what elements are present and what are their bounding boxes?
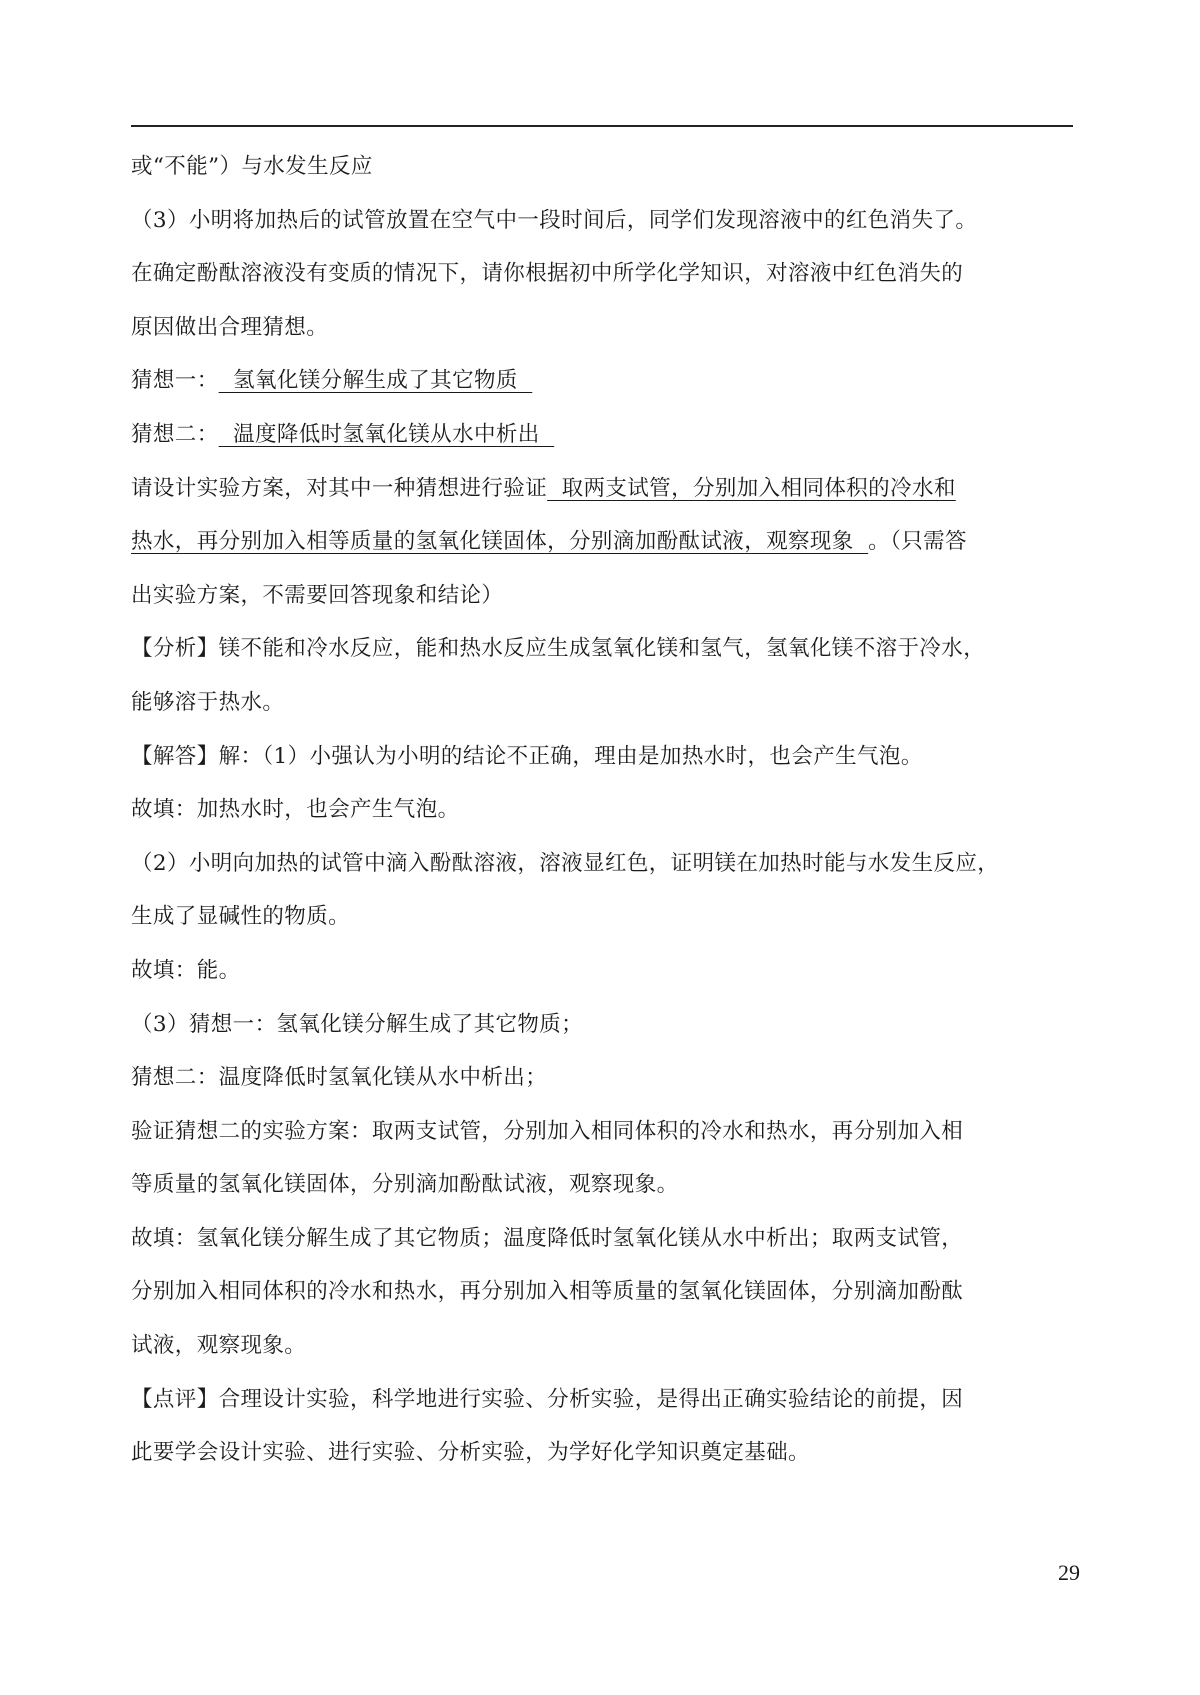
hypothesis-one-answer: 氢氧化镁分解生成了其它物质 — [218, 368, 533, 394]
text-line: （2）小明向加热的试管中滴入酚酞溶液，溶液显红色，证明镁在加热时能与水发生反应， — [131, 850, 1000, 876]
document-body — [131, 140, 1081, 1480]
text-line: 能够溶于热水。 — [131, 689, 285, 715]
text-line: （3）猜想一：氢氧化镁分解生成了其它物质； — [131, 1011, 584, 1037]
text-line: 故填：氢氧化镁分解生成了其它物质；温度降低时氢氧化镁从水中析出；取两支试管， — [131, 1225, 964, 1251]
text-line: 此要学会设计实验、进行实验、分析实验，为学好化学知识奠定基础。 — [131, 1440, 810, 1466]
hypothesis-one-line: 猜想一： 氢氧化镁分解生成了其它物质 — [131, 368, 533, 394]
text-line: 出实验方案，不需要回答现象和结论） — [131, 582, 504, 608]
text-line: 验证猜想二的实验方案：取两支试管，分别加入相同体积的冷水和热水，再分别加入相 — [131, 1118, 964, 1144]
experiment-answer-continued: 热水，再分别加入相等质量的氢氧化镁固体，分别滴加酚酞试液，观察现象 。（只需答 — [131, 529, 967, 555]
hypothesis-two-answer: 温度降低时氢氧化镁从水中析出 — [218, 421, 555, 447]
experiment-answer: 取两支试管，分别加入相同体积的冷水和 — [547, 475, 956, 501]
analysis-line: 【分析】镁不能和冷水反应，能和热水反应生成氢氧化镁和氢气，氢氧化镁不溶于冷水， — [131, 636, 986, 662]
text-line: 猜想二：温度降低时氢氧化镁从水中析出； — [131, 1065, 548, 1091]
text-line: 在确定酚酞溶液没有变质的情况下，请你根据初中所学化学知识，对溶液中红色消失的 — [131, 261, 964, 287]
text-line: 故填：加热水时，也会产生气泡。 — [131, 797, 460, 823]
page-number: 29 — [1058, 1560, 1080, 1585]
text-line: 生成了显碱性的物质。 — [131, 904, 351, 930]
comment-line: 【点评】合理设计实验，科学地进行实验、分析实验，是得出正确实验结论的前提，因 — [131, 1386, 964, 1412]
text-line: 故填：能。 — [131, 957, 241, 983]
header-rule — [131, 125, 1073, 127]
experiment-prompt-line: 请设计实验方案，对其中一种猜想进行验证 取两支试管，分别加入相同体积的冷水和 — [131, 475, 956, 501]
text-line: 分别加入相同体积的冷水和热水，再分别加入相等质量的氢氧化镁固体，分别滴加酚酞 — [131, 1279, 964, 1305]
text-line: （3）小明将加热后的试管放置在空气中一段时间后，同学们发现溶液中的红色消失了。 — [131, 207, 978, 233]
text-line: 等质量的氢氧化镁固体，分别滴加酚酞试液，观察现象。 — [131, 1172, 679, 1198]
text-line: 试液，观察现象。 — [131, 1333, 307, 1359]
hypothesis-two-line: 猜想二： 温度降低时氢氧化镁从水中析出 — [131, 421, 555, 447]
text-line: 原因做出合理猜想。 — [131, 314, 329, 340]
text-line: 或“不能”）与水发生反应 — [131, 154, 373, 179]
solution-line: 【解答】解：（1）小强认为小明的结论不正确，理由是加热水时，也会产生气泡。 — [131, 743, 923, 769]
